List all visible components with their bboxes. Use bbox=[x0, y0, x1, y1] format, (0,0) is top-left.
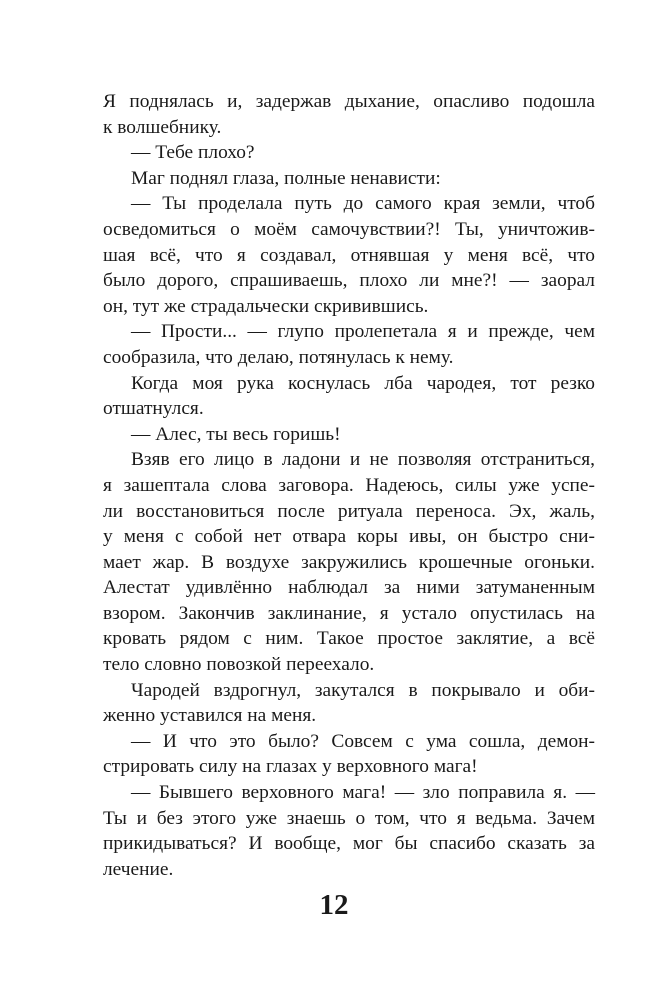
page-text bbox=[103, 89, 595, 882]
text-line: Маг поднял глаза, полные ненависти: bbox=[131, 167, 441, 189]
text-line: мает жар. В воздухе закружились крошечные огоньки. bbox=[103, 551, 595, 573]
page-number: 12 bbox=[319, 889, 349, 921]
text-line: кровать рядом с ним. Такое простое заклятие, а всё bbox=[103, 628, 595, 650]
text-line: — И что это было? Совсем с ума сошла, демон- bbox=[131, 730, 595, 752]
text-line: отшатнулся. bbox=[103, 398, 204, 420]
text-line: взором. Закончив заклинание, я устало опустилась на bbox=[103, 602, 595, 624]
text-line: тело словно повозкой переехало. bbox=[103, 654, 375, 676]
text-line: ли восстановиться после ритуала переноса. Эх, жаль, bbox=[103, 500, 595, 522]
text-line: Когда моя рука коснулась лба чародея, тот резко bbox=[131, 372, 595, 394]
text-line: я зашептала слова заговора. Надеюсь, силы уже успе- bbox=[103, 474, 595, 496]
text-line: Я поднялась и, задержав дыхание, опасливо подошла bbox=[103, 91, 595, 112]
text-line: — Бывшего верховного мага! — зло поправила я. — bbox=[131, 782, 595, 804]
text-line: лечение. bbox=[103, 858, 174, 880]
text-line: к волшебнику. bbox=[103, 116, 222, 138]
text-line: Алестат удивлённо наблюдал за ними затуманенным bbox=[103, 577, 595, 599]
text-line: у меня с собой нет отвара коры ивы, он быстро сни- bbox=[103, 526, 595, 548]
text-line: — Алес, ты весь горишь! bbox=[131, 423, 341, 445]
text-line: он, тут же страдальчески скривившись. bbox=[103, 295, 429, 317]
text-line: Чародей вздрогнул, закутался в покрывало и оби- bbox=[131, 679, 595, 701]
text-line: прикидываться? И вообще, мог бы спасибо сказать за bbox=[103, 833, 595, 855]
text-line: было дорого, спрашиваешь, плохо ли мне?! — заорал bbox=[103, 270, 595, 292]
text-line: — Ты проделала путь до самого края земли, чтоб bbox=[131, 193, 595, 215]
text-line: Ты и без этого уже знаешь о том, что я ведьма. Зачем bbox=[103, 807, 595, 829]
text-line: осведомиться о моём самочувствии?! Ты, уничтожив- bbox=[103, 218, 595, 240]
text-line: — Прости... — глупо пролепетала я и прежде, чем bbox=[131, 321, 595, 343]
text-line: стрировать силу на глазах у верховного мага! bbox=[103, 756, 478, 778]
text-line: женно уставился на меня. bbox=[103, 705, 317, 727]
text-line: Взяв его лицо в ладони и не позволяя отстраниться, bbox=[131, 449, 595, 471]
text-line: сообразила, что делаю, потянулась к нему. bbox=[103, 346, 454, 368]
text-line: шая всё, что я создавал, отнявшая у меня всё, что bbox=[103, 244, 595, 266]
text-line: — Тебе плохо? bbox=[131, 142, 255, 164]
